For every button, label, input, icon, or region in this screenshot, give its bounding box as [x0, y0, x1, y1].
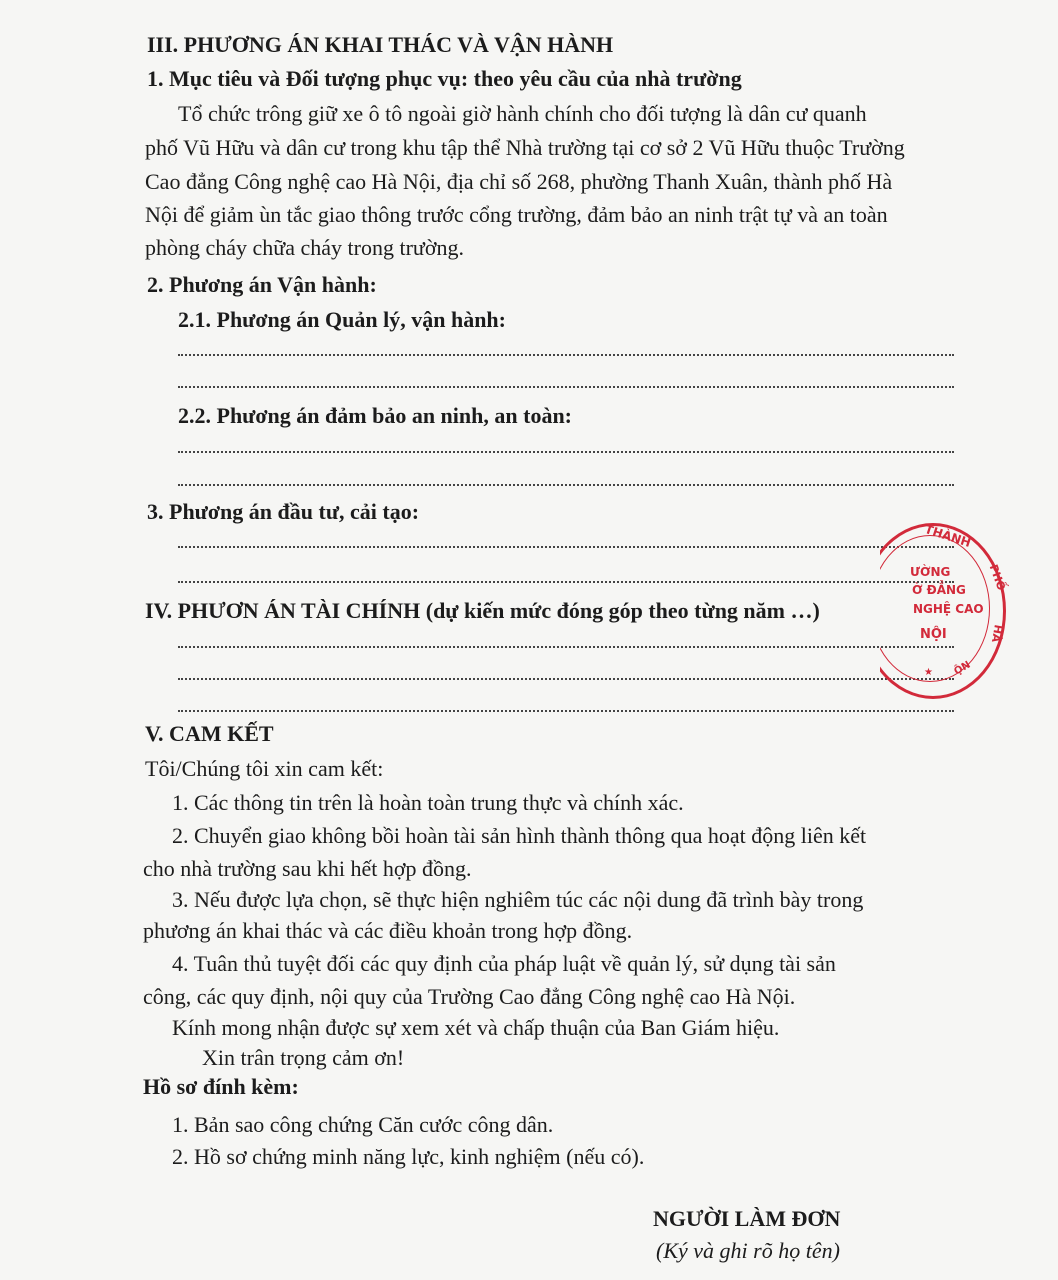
section-4-heading: IV. PHƯƠN ÁN TÀI CHÍNH (dự kiến mức đóng góp theo từng năm …)	[145, 598, 820, 623]
stamp-text: Ờ ĐẲNG	[912, 583, 966, 597]
attachments-heading: Hồ sơ đính kèm:	[143, 1074, 299, 1099]
item-1-heading: 1. Mục tiêu và Đối tượng phục vụ: theo yêu cầu của nhà trường	[147, 66, 742, 91]
closing-request: Kính mong nhận được sự xem xét và chấp thuận của Ban Giám hiệu.	[172, 1015, 780, 1040]
dotted-fill-line	[178, 546, 954, 548]
item-1-line: Cao đẳng Công nghệ cao Hà Nội, địa chỉ số 268, phường Thanh Xuân, thành phố Hà	[145, 169, 893, 194]
stamp-text: PHỐ	[986, 562, 1008, 593]
stamp-text: THÀNH	[923, 521, 973, 551]
commitment-item: 2. Chuyển giao không bồi hoàn tài sản hình thành thông qua hoạt động liên kết	[172, 823, 867, 848]
dotted-fill-line	[178, 354, 954, 356]
stamp-text: ỘN	[952, 659, 973, 678]
signature-note: (Ký và ghi rõ họ tên)	[656, 1238, 840, 1263]
item-2-2-heading: 2.2. Phương án đảm bảo an ninh, an toàn:	[178, 403, 573, 428]
dotted-fill-line	[178, 710, 954, 712]
section-3-heading: III. PHƯƠNG ÁN KHAI THÁC VÀ VẬN HÀNH	[147, 32, 614, 57]
stamp-text: NỘI	[920, 627, 947, 642]
signature-title: NGƯỜI LÀM ĐƠN	[653, 1206, 841, 1231]
item-1-line: phòng cháy chữa cháy trong trường.	[145, 235, 464, 260]
dotted-fill-line	[178, 678, 954, 680]
stamp-text: ƯỜNG	[910, 565, 951, 579]
item-1-line: Nội để giảm ùn tắc giao thông trước cổng trường, đảm bảo an ninh trật tự và an toàn	[145, 202, 888, 227]
stamp-text: HÀ	[988, 623, 1005, 644]
item-2-1-heading: 2.1. Phương án Quản lý, vận hành:	[178, 307, 506, 332]
dotted-fill-line	[178, 581, 954, 583]
commitment-item: phương án khai thác và các điều khoản trong hợp đồng.	[143, 918, 633, 943]
commitment-intro: Tôi/Chúng tôi xin cam kết:	[145, 756, 384, 781]
commitment-item: 1. Các thông tin trên là hoàn toàn trung thực và chính xác.	[172, 790, 684, 815]
stamp-star-icon: ★	[924, 667, 933, 678]
item-2-heading: 2. Phương án Vận hành:	[147, 272, 377, 297]
item-1-line: phố Vũ Hữu và dân cư trong khu tập thể Nhà trường tại cơ sở 2 Vũ Hữu thuộc Trường	[145, 135, 905, 160]
commitment-item: 4. Tuân thủ tuyệt đối các quy định của pháp luật về quản lý, sử dụng tài sản	[172, 951, 836, 976]
dotted-fill-line	[178, 484, 954, 486]
closing-thanks: Xin trân trọng cảm ơn!	[202, 1045, 405, 1070]
item-1-line: Tổ chức trông giữ xe ô tô ngoài giờ hành chính cho đối tượng là dân cư quanh	[178, 101, 867, 126]
dotted-fill-line	[178, 386, 954, 388]
attachment-item: 1. Bản sao công chứng Căn cước công dân.	[172, 1112, 554, 1137]
dotted-fill-line	[178, 451, 954, 453]
commitment-item: cho nhà trường sau khi hết hợp đồng.	[143, 856, 472, 881]
section-5-heading: V. CAM KẾT	[145, 721, 274, 746]
dotted-fill-line	[178, 646, 954, 648]
stamp-text: NGHỆ CAO	[913, 602, 984, 616]
commitment-item: công, các quy định, nội quy của Trường Cao đẳng Công nghệ cao Hà Nội.	[143, 984, 796, 1009]
commitment-item: 3. Nếu được lựa chọn, sẽ thực hiện nghiêm túc các nội dung đã trình bày trong	[172, 887, 864, 912]
attachment-item: 2. Hồ sơ chứng minh năng lực, kinh nghiệm (nếu có).	[172, 1144, 645, 1169]
official-red-stamp	[880, 515, 1030, 705]
item-3-heading: 3. Phương án đầu tư, cải tạo:	[147, 499, 420, 524]
